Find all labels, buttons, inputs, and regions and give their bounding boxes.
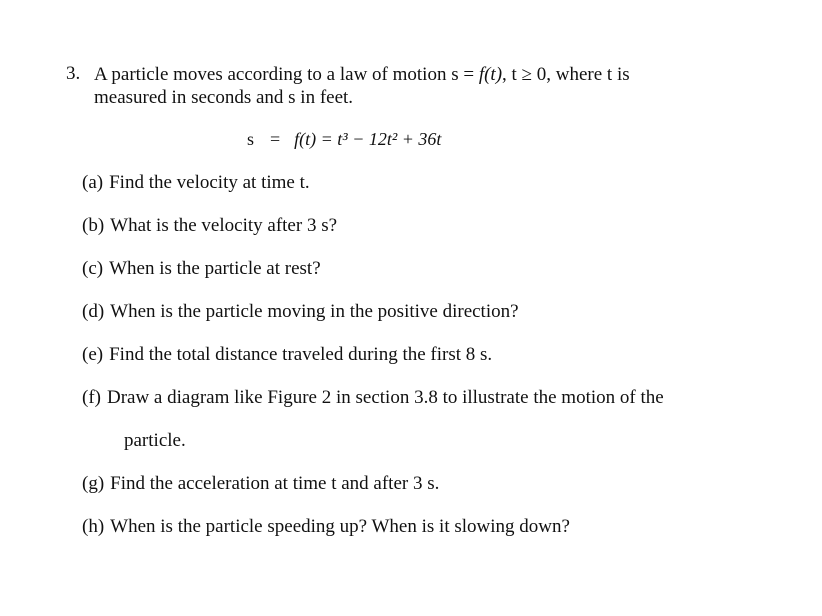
part-text: Draw a diagram like Figure 2 in section 3.8 to illustrate the motion of the: [106, 387, 664, 408]
part-b: [82, 215, 337, 237]
part-g: [82, 473, 439, 495]
part-label: (a): [82, 172, 104, 193]
formula-equals: =: [270, 129, 281, 149]
part-text: Find the total distance traveled during the first 8 s.: [109, 344, 493, 365]
part-label: (e): [82, 344, 104, 365]
part-e: [82, 344, 492, 366]
part-text: Find the acceleration at time t and after 3 s.: [110, 473, 440, 494]
part-h: [82, 516, 570, 538]
statement-line-2: measured in seconds and s in feet.: [94, 87, 354, 108]
problem-number: 3.: [66, 63, 81, 84]
motion-formula: [247, 128, 441, 150]
part-d: [82, 301, 519, 323]
part-text: When is the particle speeding up? When is it slowing down?: [110, 516, 570, 537]
part-text: When is the particle moving in the positive direction?: [110, 301, 519, 322]
problem-statement: [94, 63, 734, 109]
part-label: (c): [82, 258, 104, 279]
formula-rhs: f(t) = t³ − 12t² + 36t: [294, 129, 442, 149]
part-label: (f): [82, 387, 101, 408]
part-text: Find the velocity at time t.: [109, 172, 310, 193]
statement-prefix: A particle moves according to a law of motion s =: [94, 64, 479, 85]
part-f-continuation: particle.: [124, 430, 186, 451]
formula-lhs: s: [247, 129, 255, 149]
part-text: When is the particle at rest?: [109, 258, 321, 279]
part-a: [82, 172, 310, 194]
statement-suffix: , t ≥ 0, where t is: [502, 64, 630, 85]
part-label: (h): [82, 516, 105, 537]
statement-function: f(t): [478, 64, 503, 85]
statement-line-1: [94, 63, 734, 86]
part-label: (g): [82, 473, 105, 494]
part-text: What is the velocity after 3 s?: [110, 215, 338, 236]
part-label: (b): [82, 215, 105, 236]
part-c: [82, 258, 321, 280]
part-f: [82, 387, 664, 409]
part-label: (d): [82, 301, 105, 322]
